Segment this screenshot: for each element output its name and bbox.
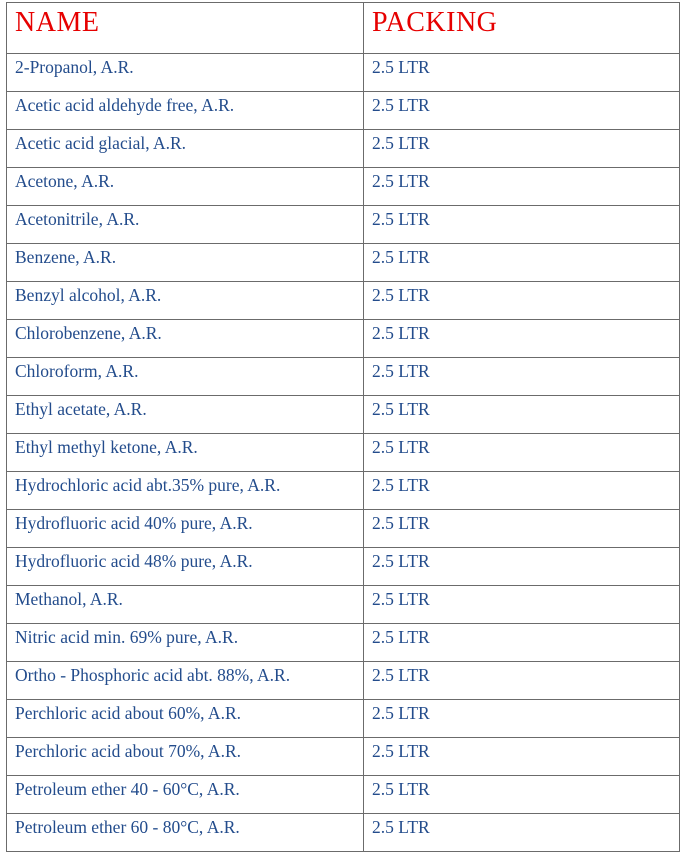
table-row bbox=[7, 206, 680, 244]
packing-cell: 2.5 LTR bbox=[364, 586, 680, 624]
packing-cell: 2.5 LTR bbox=[364, 92, 680, 130]
product-name-cell: Ethyl methyl ketone, A.R. bbox=[7, 434, 364, 472]
product-list-sheet bbox=[6, 2, 679, 852]
packing-cell: 2.5 LTR bbox=[364, 358, 680, 396]
packing-cell: 2.5 LTR bbox=[364, 130, 680, 168]
table-row bbox=[7, 282, 680, 320]
packing-cell: 2.5 LTR bbox=[364, 738, 680, 776]
packing-cell: 2.5 LTR bbox=[364, 396, 680, 434]
product-name-cell: Petroleum ether 60 - 80°C, A.R. bbox=[7, 814, 364, 852]
table-row bbox=[7, 358, 680, 396]
table-row bbox=[7, 586, 680, 624]
product-name-cell: Chlorobenzene, A.R. bbox=[7, 320, 364, 358]
product-name-cell: Acetonitrile, A.R. bbox=[7, 206, 364, 244]
table-row bbox=[7, 244, 680, 282]
packing-column-header: PACKING bbox=[364, 3, 680, 54]
table-row bbox=[7, 776, 680, 814]
table-row bbox=[7, 92, 680, 130]
table-row bbox=[7, 510, 680, 548]
packing-cell: 2.5 LTR bbox=[364, 472, 680, 510]
name-column-header: NAME bbox=[7, 3, 364, 54]
table-body bbox=[7, 54, 680, 852]
product-name-cell: Nitric acid min. 69% pure, A.R. bbox=[7, 624, 364, 662]
table-row bbox=[7, 396, 680, 434]
product-name-cell: Ortho - Phosphoric acid abt. 88%, A.R. bbox=[7, 662, 364, 700]
table-row bbox=[7, 434, 680, 472]
packing-cell: 2.5 LTR bbox=[364, 206, 680, 244]
table-row bbox=[7, 168, 680, 206]
packing-cell: 2.5 LTR bbox=[364, 54, 680, 92]
product-name-cell: Hydrofluoric acid 40% pure, A.R. bbox=[7, 510, 364, 548]
table-row bbox=[7, 700, 680, 738]
table-row bbox=[7, 624, 680, 662]
packing-cell: 2.5 LTR bbox=[364, 168, 680, 206]
product-name-cell: Ethyl acetate, A.R. bbox=[7, 396, 364, 434]
product-name-cell: Hydrochloric acid abt.35% pure, A.R. bbox=[7, 472, 364, 510]
packing-cell: 2.5 LTR bbox=[364, 548, 680, 586]
table-row bbox=[7, 320, 680, 358]
product-name-cell: Petroleum ether 40 - 60°C, A.R. bbox=[7, 776, 364, 814]
packing-cell: 2.5 LTR bbox=[364, 320, 680, 358]
table-row bbox=[7, 814, 680, 852]
product-name-cell: 2-Propanol, A.R. bbox=[7, 54, 364, 92]
product-name-cell: Acetic acid glacial, A.R. bbox=[7, 130, 364, 168]
product-name-cell: Perchloric acid about 60%, A.R. bbox=[7, 700, 364, 738]
table-row bbox=[7, 738, 680, 776]
packing-cell: 2.5 LTR bbox=[364, 624, 680, 662]
packing-cell: 2.5 LTR bbox=[364, 662, 680, 700]
table-row bbox=[7, 548, 680, 586]
table-row bbox=[7, 472, 680, 510]
table-header-row bbox=[7, 3, 680, 54]
product-name-cell: Benzene, A.R. bbox=[7, 244, 364, 282]
product-name-cell: Perchloric acid about 70%, A.R. bbox=[7, 738, 364, 776]
product-name-cell: Methanol, A.R. bbox=[7, 586, 364, 624]
packing-cell: 2.5 LTR bbox=[364, 814, 680, 852]
product-name-cell: Acetone, A.R. bbox=[7, 168, 364, 206]
packing-cell: 2.5 LTR bbox=[364, 776, 680, 814]
table-row bbox=[7, 662, 680, 700]
product-name-cell: Benzyl alcohol, A.R. bbox=[7, 282, 364, 320]
packing-cell: 2.5 LTR bbox=[364, 244, 680, 282]
product-name-cell: Acetic acid aldehyde free, A.R. bbox=[7, 92, 364, 130]
table-row bbox=[7, 54, 680, 92]
packing-cell: 2.5 LTR bbox=[364, 510, 680, 548]
product-name-cell: Hydrofluoric acid 48% pure, A.R. bbox=[7, 548, 364, 586]
product-name-cell: Chloroform, A.R. bbox=[7, 358, 364, 396]
table-row bbox=[7, 130, 680, 168]
packing-cell: 2.5 LTR bbox=[364, 282, 680, 320]
packing-cell: 2.5 LTR bbox=[364, 700, 680, 738]
packing-cell: 2.5 LTR bbox=[364, 434, 680, 472]
product-table bbox=[6, 2, 680, 852]
